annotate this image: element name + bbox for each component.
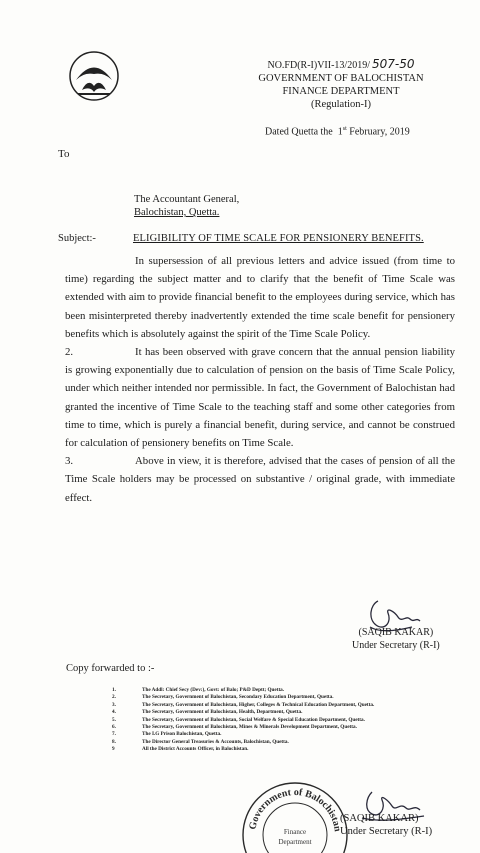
subject-label: Subject:- bbox=[58, 233, 96, 244]
list-item: 5. The Secretary, Government of Balochistan, Social Welfare & Special Education Department, Quetta. bbox=[112, 716, 365, 723]
signatory-name: (SAQIB KAKAR) bbox=[340, 813, 419, 824]
list-item: 2. The Secretary, Government of Balochistan, Secondary Education Department, Quetta. bbox=[112, 694, 334, 701]
list-item: 1. The Addl: Chief Secy (Dev:), Govt: of Balo; P&D Deptt; Quetta. bbox=[112, 687, 285, 693]
signatory-title: Under Secretary (R-I) bbox=[340, 826, 433, 837]
signatory-block-1 bbox=[352, 626, 440, 652]
signatory-title: Under Secretary (R-I) bbox=[352, 640, 440, 651]
list-item: 9 All the District Accounts Officer, in Balochistan. bbox=[112, 746, 249, 753]
copy-forwarded-label: Copy forwarded to :- bbox=[66, 663, 155, 674]
seal-center-1: Finance bbox=[283, 828, 307, 836]
list-item: 4. The Secretary, Government of Balochistan, Health, Department, Quetta. bbox=[112, 709, 303, 716]
signatory-name: (SAQIB KAKAR) bbox=[358, 627, 434, 638]
addressee: The Accountant General, Balochistan, Quetta. bbox=[134, 194, 240, 218]
section-name: (Regulation-I) bbox=[310, 99, 372, 110]
paragraph-1: In supersession of all previous letters and advice issued (from time to time) regarding the subject matter and to clarify that the benefit of Time Scale was extended with aim to provide financial benefit to the employees during service, which has been misinterpreted thereby inadvertently extended the time scale benefit for pensionery benefits which is absolutely against the spirit of the Time Scale Policy. bbox=[65, 255, 455, 340]
svg-text:Government of Balochistan bbox=[247, 787, 343, 833]
subject-text: ELIGIBILITY OF TIME SCALE FOR PENSIONERY BENEFITS. bbox=[133, 233, 424, 244]
to-label: To bbox=[58, 148, 70, 160]
government-emblem-icon bbox=[68, 50, 120, 102]
signatory-block-2 bbox=[340, 812, 432, 838]
government-name: GOVERNMENT OF BALOCHISTAN bbox=[258, 73, 424, 84]
letterhead bbox=[226, 58, 456, 111]
letter-body bbox=[65, 252, 455, 507]
seal-center-2: Department bbox=[278, 838, 312, 846]
paragraph-2: 2. It has been observed with grave concern that the annual pension liability is growing exponentially due to calculation of pension on the basis of Time Scale Policy, under which neither intended nor permissible. In fact, the Government of Balochistan had granted the incentive of Time Scale to the teaching staff and some other categories from time to time, which is purely a financial benefit, during service, and cannot be construed for calculation of pensionery benefits on Time Scale. bbox=[65, 346, 455, 450]
list-item: 3. The Secretary, Government of Balochistan, Higher, Colleges & Technical Education Department, Quetta. bbox=[112, 701, 375, 708]
department-name: FINANCE DEPARTMENT bbox=[282, 86, 400, 97]
date-line: Dated Quetta the 1st February, 2019 bbox=[265, 126, 410, 138]
paragraph-3: 3. Above in view, it is therefore, advised that the cases of pension of all the Time Scale holders may be processed on substantive / original grade, with immediate effect. bbox=[65, 455, 455, 504]
handwritten-reference: 507-50 bbox=[371, 57, 415, 71]
reference-number: NO.FD(R-I)VII-13/2019/ 507-50 bbox=[267, 57, 415, 71]
official-seal bbox=[240, 780, 350, 853]
copy-distribution-list bbox=[112, 687, 374, 754]
seal-ring-text: Government of Balochistan bbox=[247, 786, 343, 833]
list-item: 6. The Secretary, Government of Balochistan, Mines & Minerals Development Department, Quetta. bbox=[112, 724, 357, 731]
list-item: 7. The I.G Prison Balochistan, Quetta. bbox=[112, 731, 222, 738]
list-item: 8. The Director General Treasuries & Accounts, Balochistan, Quetta. bbox=[112, 738, 289, 745]
